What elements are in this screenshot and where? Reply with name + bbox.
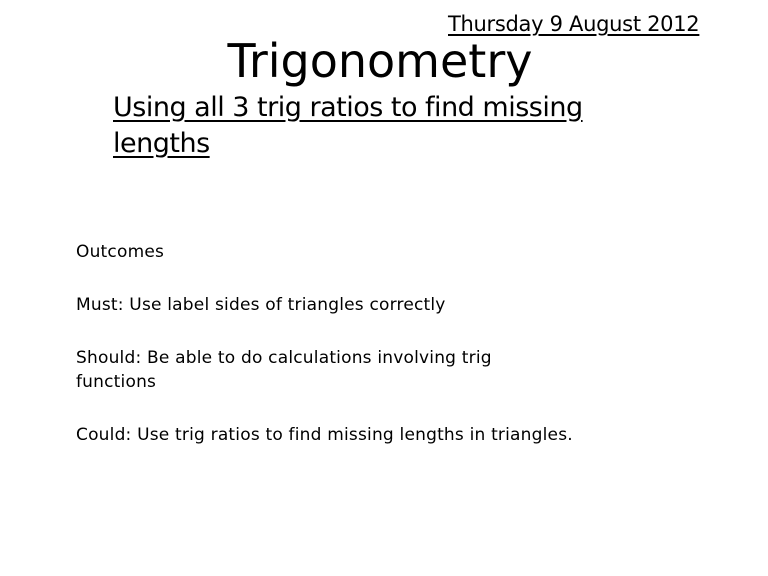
outcomes-list bbox=[76, 240, 576, 447]
slide-subtitle: Using all 3 trig ratios to find missing lengths bbox=[113, 92, 583, 159]
outcomes-heading: Outcomes bbox=[76, 242, 165, 262]
slide-title: Trigonometry bbox=[227, 34, 533, 88]
outcome-must: Must: Use label sides of triangles correctly bbox=[76, 295, 446, 315]
outcome-could: Could: Use trig ratios to find missing lengths in triangles. bbox=[76, 425, 573, 445]
slide-date: Thursday 9 August 2012 bbox=[448, 12, 700, 36]
outcome-should: Should: Be able to do calculations involving trig functions bbox=[76, 348, 492, 392]
